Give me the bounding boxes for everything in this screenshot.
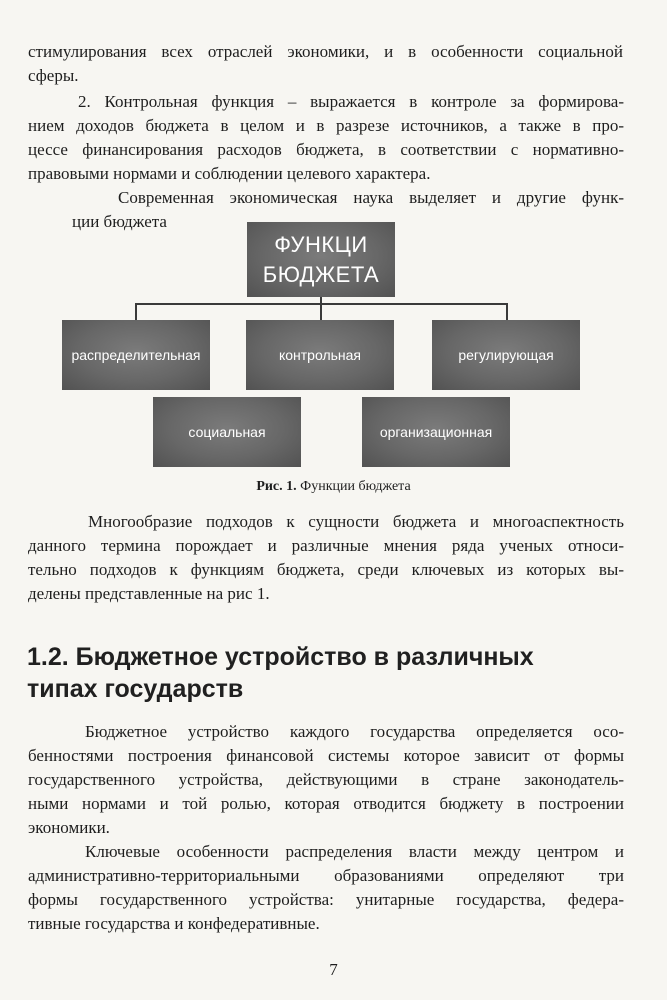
text-line: тельно подходов к функциям бюджета, среди ключевых из которых вы- [28, 560, 624, 579]
connector-line [320, 303, 322, 320]
text-line: нием доходов бюджета в целом и в разрезе источников, а также в про- [28, 116, 624, 135]
text-line: Бюджетное устройство каждого государства определяется осо- [85, 722, 624, 741]
text-line: бенностями построения финансовой системы которое зависит от формы [28, 746, 624, 765]
diagram-box-regulating: регулирующая [432, 320, 580, 390]
text-line: данного термина порождает и различные мнения ряда ученых относи- [28, 536, 624, 555]
page-number: 7 [329, 960, 338, 979]
diagram-title-line1: ФУНКЦИ [274, 231, 368, 257]
text-line: экономики. [28, 818, 110, 837]
figure-caption-label: Рис. 1. [256, 479, 297, 494]
text-line: ции бюджета [72, 212, 167, 231]
text-line: Ключевые особенности распределения власти между центром и [85, 842, 624, 861]
diagram-box-distributive: распределительная [62, 320, 210, 390]
text-line: административно-территориальными образованиями определяют три [28, 866, 624, 885]
diagram-title-line2: БЮДЖЕТА [262, 261, 380, 287]
text-line: сферы. [28, 66, 79, 85]
text-line: Современная экономическая наука выделяет и другие функ- [118, 188, 624, 207]
section-heading-line1: 1.2. Бюджетное устройство в различных [27, 643, 534, 671]
text-line: ными нормами и той ролью, которая отводится бюджету в построении [28, 794, 624, 813]
figure-caption [0, 478, 667, 496]
connector-line [135, 303, 137, 320]
diagram-title-box [247, 222, 395, 297]
text-line: Многообразие подходов к сущности бюджета и многоаспектность [88, 512, 624, 531]
section-heading-line2: типах государств [27, 675, 244, 703]
connector-line [506, 303, 508, 320]
figure-caption-text: Функции бюджета [296, 479, 411, 494]
text-line: правовыми нормами и соблюдении целевого характера. [28, 164, 431, 183]
text-line: цессе финансирования расходов бюджета, в соответствии с нормативно- [28, 140, 624, 159]
text-line: тивные государства и конфедеративные. [28, 914, 320, 933]
text-line: формы государственного устройства: унитарные государства, федера- [28, 890, 624, 909]
diagram-box-organizational: организационная [362, 397, 510, 467]
text-line: государственного устройства, действующими в стране законодатель- [28, 770, 624, 789]
text-line: 2. Контрольная функция – выражается в контроле за формирова- [78, 92, 624, 111]
text-line: стимулирования всех отраслей экономики, и в особенности социальной [28, 42, 623, 61]
text-line: делены представленные на рис 1. [28, 584, 270, 603]
diagram-box-control: контрольная [246, 320, 394, 390]
diagram-box-social: социальная [153, 397, 301, 467]
